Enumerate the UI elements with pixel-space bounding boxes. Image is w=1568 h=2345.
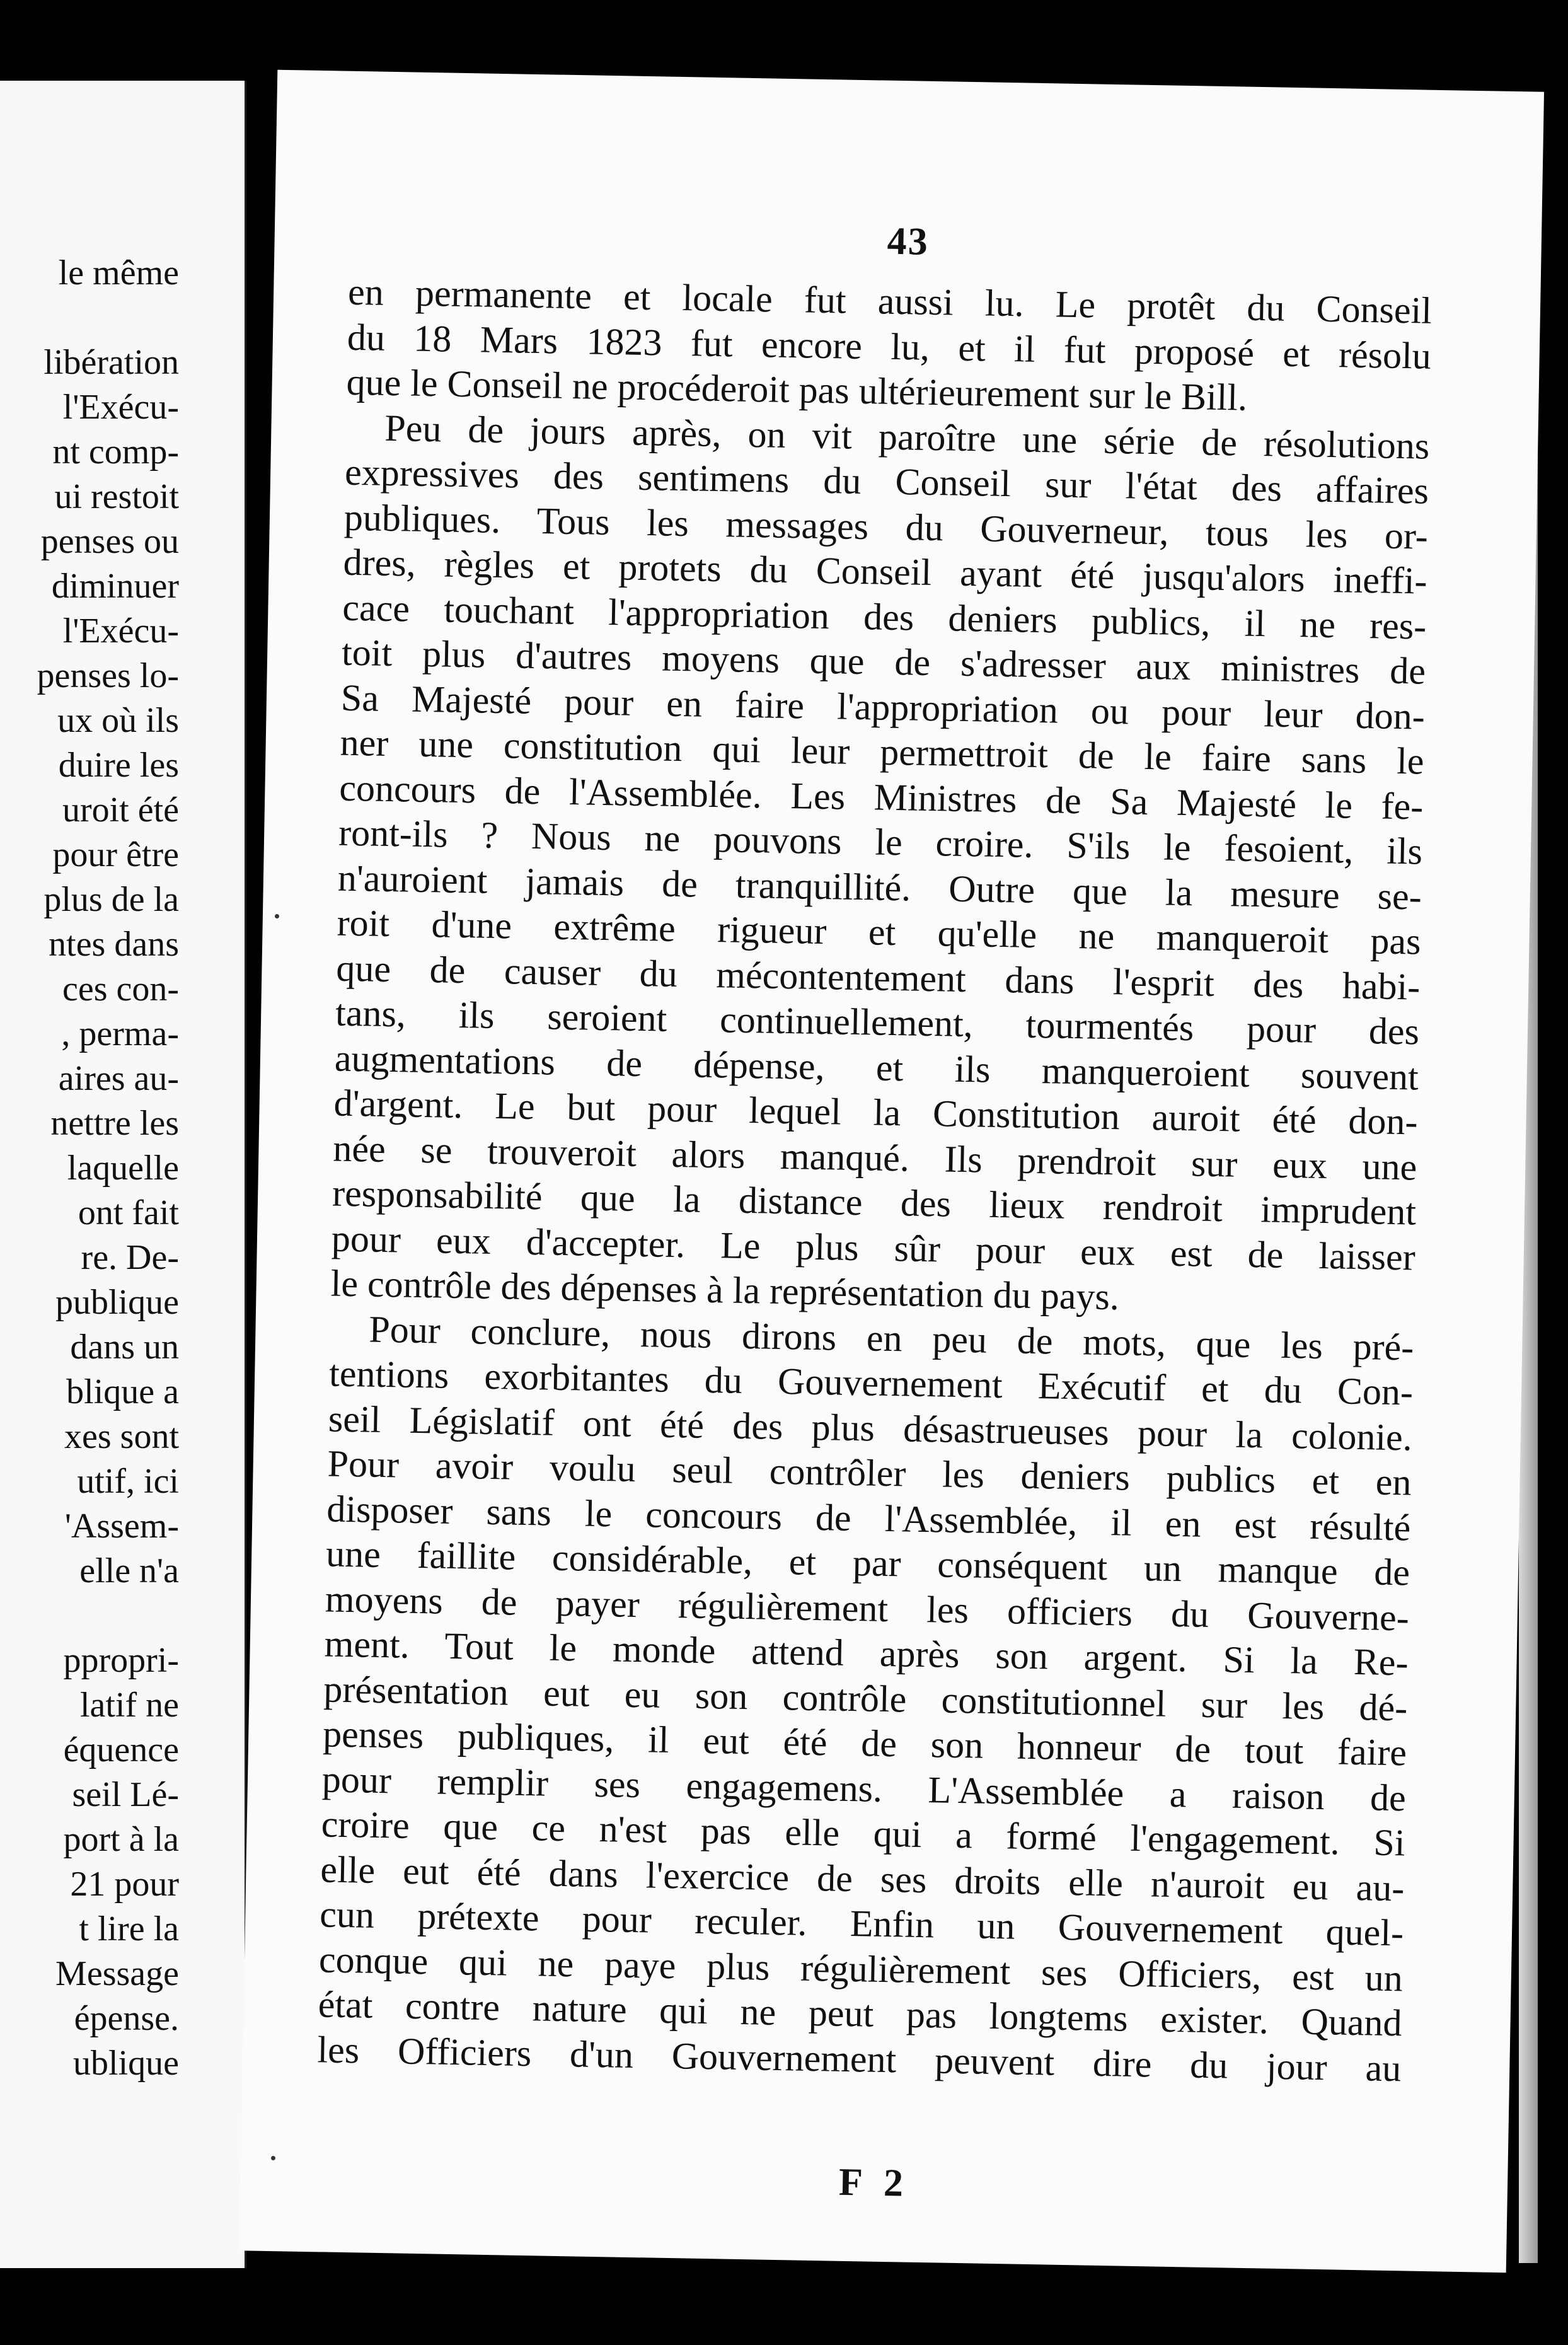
text-line: ment. Tout le monde attend après son argent. Si la Re- [324,1623,1409,1684]
text-line: publiques. Tous les messages du Gouverneur, tous les or- [343,496,1429,557]
facing-page-line: t lire la [79,1909,179,1948]
facing-page-text [0,251,179,2086]
facing-page-line: laquelle [67,1149,179,1188]
page-number: 43 [887,219,930,263]
facing-page-line: ont fait [78,1193,179,1232]
text-line: ront-ils ? Nous ne pouvons le croire. S'ils le fesoient, ils [338,811,1423,872]
text-line: Peu de jours après, on vit paroître une série de résolutions [384,407,1430,467]
text-line: que le Conseil ne procéderoit pas ultérieurement sur le Bill. [346,361,1248,419]
facing-page-line: ux où ils [57,701,179,740]
facing-page-line: nettre les [50,1104,179,1143]
text-line: les Officiers d'un Gouvernement peuvent dire du jour au [316,2028,1402,2089]
text-line: présentation eut eu son contrôle constitutionnel sur les dé- [323,1667,1408,1728]
text-line: moyens de payer régulièrement les officiers du Gouverne- [325,1577,1410,1638]
facing-page-line: uroit été [62,790,179,830]
facing-page-line: ppropri- [63,1641,179,1680]
facing-page-line: duire les [58,746,179,785]
text-line: seil Législatif ont été des plus désastrueuses pour la colonie. [328,1397,1413,1458]
text-line: concours de l'Assemblée. Les Ministres de Sa Majesté le fe- [338,767,1424,828]
text-line: que de causer du mécontentement dans l'esprit des habi- [335,947,1421,1008]
text-line: le contrôle des dépenses à la représentation du pays. [330,1262,1120,1318]
text-line: du 18 Mars 1823 fut encore lu, et il fut proposé et résolu [347,316,1432,377]
facing-page-fragment [0,81,246,2268]
facing-page-line: dans un [70,1328,179,1367]
text-line: en permanente et locale fut aussi lu. Le protêt du Conseil [347,270,1433,332]
facing-page-line: ui restoit [54,477,179,516]
text-line: n'auroient jamais de tranquillité. Outre que la mesure se- [337,857,1422,918]
facing-page-line: ntes dans [49,925,179,964]
text-line: roit d'une extrême rigueur et qu'elle ne manqueroit pas [337,901,1422,963]
facing-page-line: l'Exécu- [62,388,179,427]
text-line: Pour conclure, nous dirons en peu de mots, que les pré- [368,1308,1414,1368]
text-line: penses publiques, il eut été de son honneur de tout faire [322,1713,1407,1774]
text-line: dres, règles et protets du Conseil ayant été jusqu'alors ineffi- [343,541,1428,602]
facing-page-line: le même [58,253,179,292]
facing-page-line: elle n'a [79,1551,179,1590]
facing-page-line: publique [55,1283,179,1322]
text-line: tans, ils seroient continuellement, tourmentés pour des [335,992,1420,1053]
facing-page-line: nt comp- [52,432,179,472]
text-line: d'argent. Le but pour lequel la Constitution auroit été don- [333,1082,1419,1143]
text-line: toit plus d'autres moyens que de s'adresser aux ministres de [341,631,1426,692]
text-line: état contre nature qui ne peut pas longtems exister. Quand [318,1983,1403,2044]
facing-page-line: Message [55,1954,179,1993]
facing-page-line: libération [43,343,179,382]
facing-page-line: penses ou [40,522,179,561]
speck [275,914,279,918]
facing-page-line: utif, ici [77,1462,179,1501]
facing-page-line: re. De- [81,1238,179,1277]
facing-page-line: 'Assem- [64,1507,179,1546]
facing-page-line: épense. [74,1999,179,2038]
text-line: ner une constitution qui leur permettroit de le faire sans le [340,721,1425,782]
facing-page-line: équence [63,1730,179,1769]
book-page [239,70,1544,2273]
facing-page-line: , perma- [61,1014,179,1053]
text-line: Pour avoir voulu seul contrôler les deniers publics et en [327,1442,1412,1503]
speck [271,2156,275,2160]
signature-mark: F 2 [838,2160,910,2205]
facing-page-line: latif ne [79,1686,179,1725]
facing-page-line: l'Exécu- [62,611,179,651]
facing-page-line: seil Lé- [72,1775,179,1814]
facing-page-line: diminuer [51,567,179,606]
text-line: expressives des sentimens du Conseil sur l'état des affaires [344,451,1429,512]
text-line: née se trouveroit alors manqué. Ils prendroit sur eux une [332,1127,1417,1188]
text-line: elle eut été dans l'exercice de ses droits elle n'auroit eu au- [320,1848,1405,1909]
facing-page-line: 21 pour [70,1865,179,1904]
text-line: une faillite considérable, et par conséquent un manque de [325,1532,1410,1594]
text-line: conque qui ne paye plus régulièrement ses Officiers, est un [318,1938,1404,1999]
facing-page-line: pour être [52,835,179,874]
text-line: Sa Majesté pour en faire l'appropriation ou pour leur don- [340,676,1426,738]
facing-page-line: port à la [63,1820,179,1859]
facing-page-line: xes sont [64,1417,179,1456]
facing-page-line: penses lo- [37,656,179,695]
text-line: croire que ce n'est pas elle qui a formé l'engagement. Si [321,1803,1406,1864]
text-line: pour eux d'accepter. Le plus sûr pour eux est de laisser [331,1217,1416,1278]
facing-page-line: ces con- [62,970,179,1009]
text-line: disposer sans le concours de l'Assemblée, il en est résulté [326,1487,1411,1548]
text-line: cace touchant l'appropriation des deniers publics, il ne res- [342,586,1427,647]
text-line: responsabilité que la distance des lieux rendroit imprudent [331,1172,1417,1233]
text-line: pour remplir ses engagemens. L'Assemblée a raison de [321,1757,1407,1819]
facing-page-line: plus de la [43,880,179,919]
text-line: cun prétexte pour reculer. Enfin un Gouvernement quel- [319,1893,1404,1954]
body-text [317,270,1433,2092]
facing-page-line: aires au- [58,1059,179,1098]
facing-page-line: ublique [73,2044,179,2083]
text-line: augmentations de dépense, et ils manqueroient souvent [334,1037,1419,1098]
facing-page-line: blique a [66,1372,179,1411]
text-line: tentions exorbitantes du Gouvernement Exécutif et du Con- [328,1352,1414,1413]
